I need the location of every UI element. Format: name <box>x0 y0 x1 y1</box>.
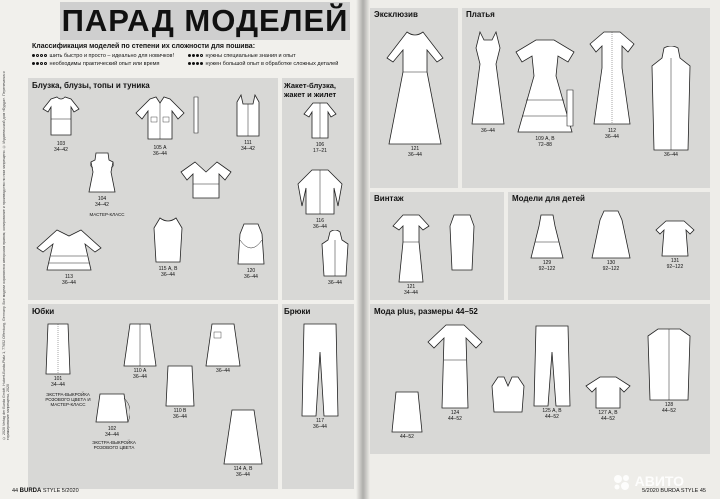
legend-item-2: необходимы практический опыт или время <box>32 61 159 67</box>
legend-item-1: шить быстро и просто – идеально для новичков! <box>32 53 174 59</box>
model-120[interactable]: 120 36–44 <box>230 220 272 280</box>
model-117[interactable]: 117 36–44 <box>298 322 342 430</box>
mini-skirt-sketch-icon <box>94 392 130 426</box>
model-111[interactable]: 111 34–42 <box>228 92 268 152</box>
sleeveless-top-sketch-icon <box>150 214 186 266</box>
right-footer: 5/2020 BURDA STYLE 45 <box>642 488 706 494</box>
sleeveless-dress-sketch-icon <box>468 28 508 128</box>
skirts-caption-2: ЭКСТРА-ВЫКРОЙКА РОЗОВОГО ЦВЕТА <box>92 440 136 450</box>
page-title: ПАРАД МОДЕЛЕЙ <box>61 3 349 38</box>
right-page <box>362 0 720 499</box>
model-114ab[interactable]: 114 А, В 36–44 <box>220 408 266 478</box>
dress-belt-sketch-icon <box>564 88 576 128</box>
vintage-section-title: Винтаж <box>374 194 404 203</box>
plus-trousers-sketch-icon <box>532 324 572 408</box>
vintage-dress-back-sketch-icon <box>444 212 480 272</box>
model-exclusive-121[interactable]: 121 36–44 <box>382 28 448 158</box>
model-skirt-b[interactable]: 36–44 <box>202 322 244 374</box>
master-class-caption: МАСТЕР-КЛАСС <box>89 212 125 217</box>
jacket-sketch-icon <box>294 166 346 218</box>
model-127ab[interactable]: 127 А, В 44–52 <box>582 374 634 422</box>
exclusive-dress-sketch-icon <box>383 28 447 146</box>
model-110b[interactable]: 110 В 36–44 <box>160 364 200 420</box>
plus-vest-sketch-icon <box>490 374 526 414</box>
skirts-caption-1: ЭКСТРА-ВЫКРОЙКА РОЗОВОГО ЦВЕТА И МАСТЕР-КЛАСС <box>45 392 91 407</box>
hooded-vest-sketch-icon <box>320 230 350 280</box>
a-line-skirt-sketch-icon <box>122 322 158 368</box>
model-104[interactable]: 104 34–42 <box>84 150 120 208</box>
left-footer: 44 BURDA STYLE 5/2020 <box>12 488 79 494</box>
book-spine <box>356 0 370 499</box>
model-vintage-121[interactable]: 121 34–44 <box>386 212 436 296</box>
ruffle-tunic-sketch-icon <box>35 226 103 274</box>
model-hooded-dress[interactable]: 36–44 <box>646 46 696 158</box>
model-103[interactable]: 103 34–42 <box>38 95 84 153</box>
plus-dress-sketch-icon <box>426 322 484 410</box>
exclusive-section-title: Эксклюзив <box>374 10 418 19</box>
model-102[interactable]: 102 34–44 <box>92 392 132 438</box>
kids-top-sketch-icon <box>654 218 696 258</box>
model-128[interactable]: 128 44–52 <box>642 326 696 414</box>
top-sketch-icon <box>231 92 265 140</box>
model-113[interactable]: 113 36–44 <box>34 226 104 286</box>
model-106[interactable]: 106 17–21 <box>300 100 340 154</box>
model-dress-a[interactable]: 36–44 <box>466 28 510 134</box>
plus-section-title: Мода plus, размеры 44–52 <box>374 307 478 316</box>
model-116[interactable]: 116 36–44 <box>292 166 348 230</box>
kids-dress-sketch-icon <box>527 212 567 260</box>
legend-item-4: нужен большой опыт в обработке сложных деталей <box>188 61 338 67</box>
plus-skirt-sketch-icon <box>390 390 424 434</box>
legend-item-3: нужны специальные знания и опыт <box>188 53 296 59</box>
tunic-sketch-icon <box>87 150 117 196</box>
model-plus-skirt[interactable]: 44–52 <box>388 390 426 440</box>
blouse-sketch-icon <box>41 95 81 141</box>
avito-logo-icon <box>612 473 632 491</box>
trousers-sketch-icon <box>300 322 340 418</box>
watermark: АВИТО <box>634 473 684 489</box>
hooded-dress-sketch-icon <box>648 46 694 152</box>
model-plus-vest[interactable] <box>488 374 528 414</box>
model-109ab[interactable]: 109 А, В 72–88 <box>510 36 580 148</box>
straight-skirt-sketch-icon <box>162 364 198 408</box>
trousers-section-title: Брюки <box>284 307 311 316</box>
jacket-blouse-sketch-icon <box>302 100 338 142</box>
model-115ab[interactable]: 115 А, В 36–44 <box>148 214 188 278</box>
model-wrap-blouse[interactable] <box>178 158 234 202</box>
model-vest[interactable]: 36–44 <box>318 230 352 286</box>
puff-sleeve-dress-sketch-icon <box>586 28 638 128</box>
dresses-section-title: Платья <box>466 10 495 19</box>
belt-sketch-icon <box>190 95 202 135</box>
model-105a[interactable]: 105 А 36–44 <box>130 95 190 157</box>
jackets-section-title: Жакет-блузка, жакет и жилет <box>284 81 337 99</box>
model-130[interactable]: 130 92–122 <box>586 208 636 272</box>
plus-blouse-sketch-icon <box>584 374 632 410</box>
skirts-section-title: Юбки <box>32 307 55 316</box>
kids-tunic-sketch-icon <box>588 208 634 260</box>
kids-section-title: Модели для детей <box>512 194 585 203</box>
model-101[interactable]: 101 34–44 <box>40 322 76 388</box>
midi-skirt-sketch-icon <box>222 408 264 466</box>
model-125ab[interactable]: 125 А, В 44–52 <box>530 324 574 420</box>
plus-cardigan-sketch-icon <box>644 326 694 402</box>
legend-heading: Классификация моделей по степени их сложности для пошива: <box>32 43 256 50</box>
drape-top-sketch-icon <box>232 220 270 268</box>
model-110a[interactable]: 110 А 36–44 <box>120 322 160 380</box>
model-131[interactable]: 131 92–122 <box>652 218 698 270</box>
copyright-side-text: © 2020 Verlag der Burda GmbH, Hubert-Burda-Platz 1, 77652 Offenburg, Germany. Все модели охраняются авторским правом, копирование и производство по ним запрещено. © Издательский дом «Бурда». Перепечатка и тиражирование запрещены, 2020 <box>2 71 10 440</box>
tops-section-title: Блузка, блузы, топы и туника <box>32 81 150 90</box>
model-112[interactable]: 112 36–44 <box>584 28 640 140</box>
vintage-dress-sketch-icon <box>389 212 433 284</box>
shirt-sketch-icon <box>132 95 188 145</box>
model-129[interactable]: 129 92–122 <box>524 212 570 272</box>
title-box <box>60 2 350 40</box>
skirt-sketch-icon <box>204 322 242 368</box>
pencil-skirt-sketch-icon <box>42 322 74 376</box>
wrap-blouse-sketch-icon <box>179 158 233 202</box>
model-124[interactable]: 124 44–52 <box>424 322 486 422</box>
